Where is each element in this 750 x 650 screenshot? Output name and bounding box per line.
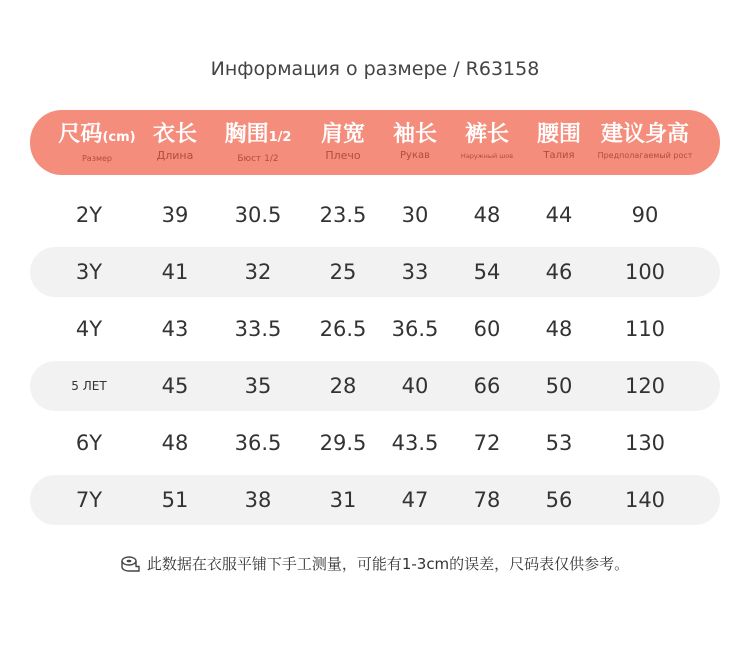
cell-height: 140 <box>624 488 666 512</box>
cell-chest: 33.5 <box>234 317 282 341</box>
cell-length: 39 <box>161 203 189 227</box>
header-height-sub: Предполагаемый рост <box>597 151 693 160</box>
cell-shoulder: 25 <box>329 260 357 284</box>
cell-waist: 48 <box>545 317 573 341</box>
cell-height: 90 <box>631 203 659 227</box>
header-length-sub: Длина <box>156 149 194 162</box>
cell-size: 4Y <box>75 317 103 341</box>
header-chest-sub: Бюст 1/2 <box>237 154 279 164</box>
cell-waist: 44 <box>545 203 573 227</box>
measuring-tape-icon <box>121 555 141 573</box>
header-sleeve-sub: Рукав <box>399 150 431 161</box>
cell-sleeve: 40 <box>401 374 429 398</box>
header-height <box>598 110 693 175</box>
cell-size: 3Y <box>75 260 103 284</box>
header-pants-sub: Наружный шов <box>460 152 514 160</box>
header-chest <box>225 110 292 175</box>
cell-pants: 72 <box>473 431 501 455</box>
table-row <box>30 475 720 525</box>
cell-shoulder: 31 <box>329 488 357 512</box>
cell-height: 130 <box>624 431 666 455</box>
header-size <box>58 110 135 175</box>
header-sleeve-label: 袖长 <box>392 122 438 147</box>
cell-length: 41 <box>161 260 189 284</box>
table-row <box>30 304 720 354</box>
header-shoulder-label: 肩宽 <box>320 122 366 147</box>
cell-waist: 56 <box>545 488 573 512</box>
cell-length: 45 <box>161 374 189 398</box>
table-row <box>30 190 720 240</box>
cell-sleeve: 43.5 <box>391 431 439 455</box>
cell-sleeve: 36.5 <box>391 317 439 341</box>
header-chest-half: 1/2 <box>268 130 292 145</box>
header-shoulder <box>321 110 365 175</box>
cell-pants: 48 <box>473 203 501 227</box>
cell-sleeve: 47 <box>401 488 429 512</box>
cell-pants: 60 <box>473 317 501 341</box>
cell-height: 120 <box>624 374 666 398</box>
header-pants <box>461 110 513 175</box>
cell-shoulder: 26.5 <box>319 317 367 341</box>
cell-size: 5 ЛЕТ <box>71 379 107 393</box>
cell-height: 110 <box>624 317 666 341</box>
cell-length: 51 <box>161 488 189 512</box>
cell-chest: 36.5 <box>234 431 282 455</box>
cell-pants: 66 <box>473 374 501 398</box>
cell-shoulder: 23.5 <box>319 203 367 227</box>
header-waist-label: 腰围 <box>536 122 582 147</box>
header-length-label: 衣长 <box>152 122 198 147</box>
cell-chest: 35 <box>244 374 272 398</box>
cell-chest: 32 <box>244 260 272 284</box>
cell-length: 43 <box>161 317 189 341</box>
cell-pants: 78 <box>473 488 501 512</box>
cell-waist: 50 <box>545 374 573 398</box>
header-waist <box>537 110 581 175</box>
cell-chest: 38 <box>244 488 272 512</box>
header-size-label: 尺码 <box>58 122 103 147</box>
cell-waist: 46 <box>545 260 573 284</box>
note-text: 此数据在衣服平铺下手工测量，可能有1-3cm的误差，尺码表仅供参考。 <box>146 555 630 573</box>
header-sleeve <box>393 110 437 175</box>
header-chest-label: 胸围 <box>224 122 269 147</box>
header-waist-sub: Талия <box>543 150 575 161</box>
header-shoulder-sub: Плечо <box>325 149 361 162</box>
cell-height: 100 <box>624 260 666 284</box>
header-height-label: 建议身高 <box>600 122 689 147</box>
cell-waist: 53 <box>545 431 573 455</box>
cell-sleeve: 30 <box>401 203 429 227</box>
cell-shoulder: 28 <box>329 374 357 398</box>
header-size-sub: Размер <box>81 154 112 163</box>
measurement-note <box>0 553 750 574</box>
header-length <box>153 110 197 175</box>
cell-size: 6Y <box>75 431 103 455</box>
page-title: Информация о размере / R63158 <box>210 58 540 80</box>
table-row <box>30 361 720 411</box>
cell-size: 7Y <box>75 488 103 512</box>
cell-chest: 30.5 <box>234 203 282 227</box>
cell-sleeve: 33 <box>401 260 429 284</box>
header-pants-label: 裤长 <box>464 122 510 147</box>
table-row <box>30 418 720 468</box>
cell-pants: 54 <box>473 260 501 284</box>
cell-shoulder: 29.5 <box>319 431 367 455</box>
cell-size: 2Y <box>75 203 103 227</box>
table-header <box>30 110 720 175</box>
header-size-unit: (cm) <box>102 130 136 145</box>
cell-length: 48 <box>161 431 189 455</box>
table-row <box>30 247 720 297</box>
